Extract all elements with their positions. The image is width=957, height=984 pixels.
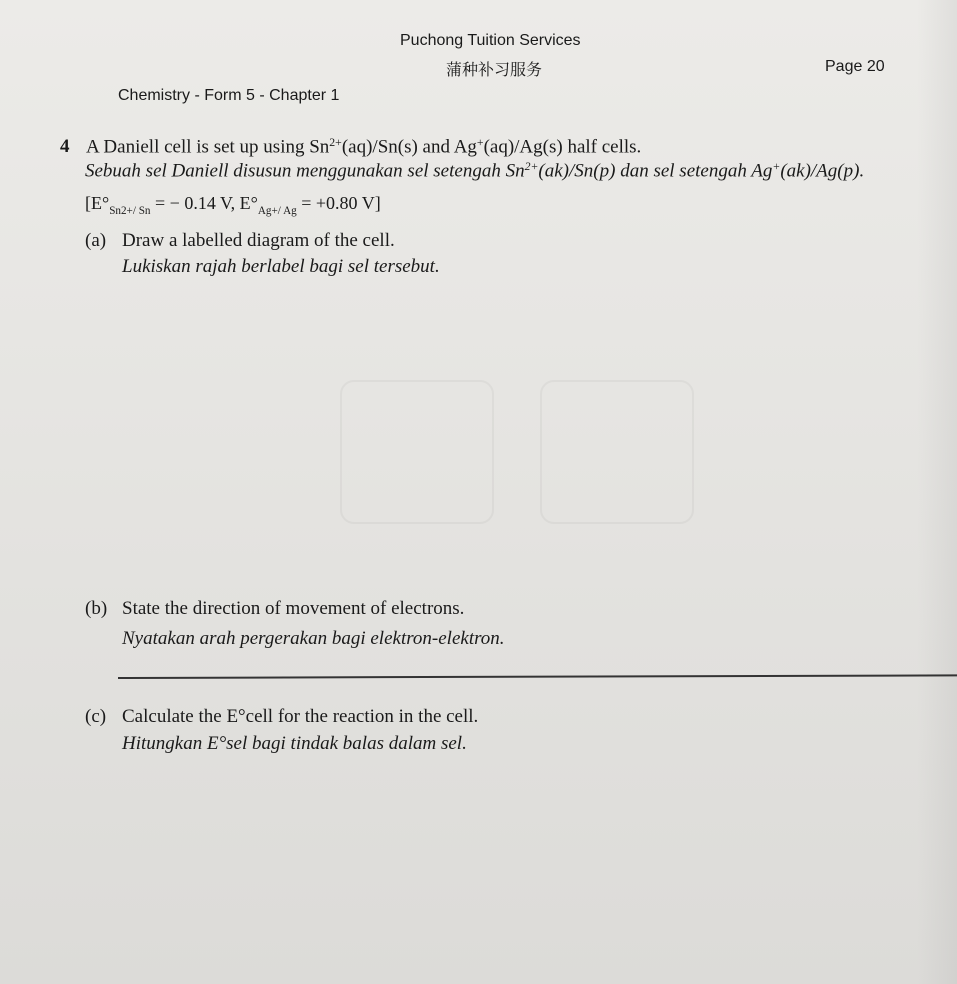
part-b-text-english: State the direction of movement of electrons. [122, 598, 465, 619]
question-text-malay: Sebuah sel Daniell disusun menggunakan sel setengah $Sn^{2+}(ak)/Sn(p)$ dan sel setengah Ag+(ak)/Ag(p). [85, 160, 865, 182]
show-through-beaker-right [540, 380, 694, 524]
part-a-label: (a) [85, 230, 107, 251]
part-c-text-malay: Hitungkan E°sel bagi tindak balas dalam sel. [122, 733, 467, 754]
part-b-answer-line [118, 674, 957, 678]
question-text-english: A Daniell cell is set up using $Sn^{2+}(aq)/Sn(s)$ and Ag+(aq)/Ag(s) half cells. [86, 136, 642, 158]
question-number: 4 [60, 136, 70, 157]
header-chinese-title: 蒲种补习服务 [446, 62, 543, 79]
part-a-text-english: Draw a labelled diagram of the cell. [122, 230, 395, 251]
part-a-text-malay: Lukiskan rajah berlabel bagi sel tersebut. [122, 256, 440, 277]
part-b-label: (b) [85, 598, 108, 619]
page-number: Page 20 [825, 58, 885, 75]
header-title: Puchong Tuition Services [400, 32, 581, 49]
page-shadow [917, 0, 957, 984]
show-through-beaker-left [340, 380, 494, 524]
part-c-text-english: Calculate the E°cell for the reaction in the cell. [122, 706, 479, 727]
part-b-text-malay: Nyatakan arah pergerakan bagi elektron-elektron. [122, 628, 505, 649]
subject-line: Chemistry - Form 5 - Chapter 1 [118, 87, 340, 104]
electrode-potential-data: [$E^\circ_{Sn2+/ Sn}$ = − 0.14 V, $E^\circ_{Ag+/ Ag} = +0.80$ V] [85, 193, 381, 218]
part-c-label: (c) [85, 706, 107, 727]
